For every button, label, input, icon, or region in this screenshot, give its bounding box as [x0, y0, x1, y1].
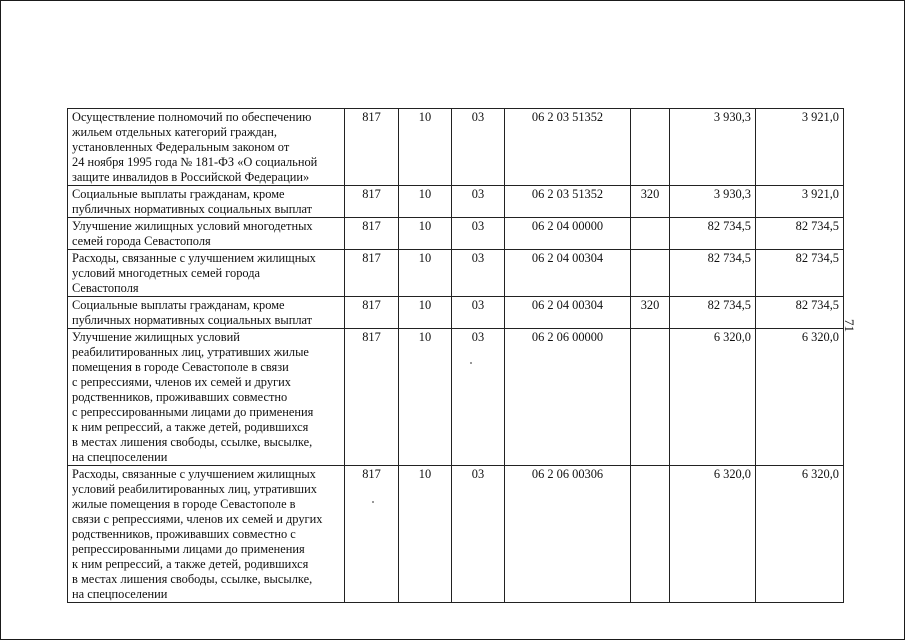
description-line: родственников, проживавших совместно с: [72, 527, 296, 541]
description-line: в местах лишения свободы, ссылке, высылке,: [72, 435, 313, 449]
table-row: [68, 218, 844, 250]
cell-target-item: 06 2 03 51352: [505, 109, 631, 186]
cell-section: 10: [399, 109, 452, 186]
cell-section: 10: [399, 297, 452, 329]
table-body: [68, 109, 844, 603]
description-line: условий многодетных семей города: [72, 266, 261, 280]
table-row: [68, 466, 844, 603]
description-line: родственников, проживавших совместно: [72, 390, 288, 404]
cell-section: 10: [399, 186, 452, 218]
cell-amount-1: 6 320,0: [670, 329, 756, 466]
cell-description: [68, 250, 345, 297]
cell-expense-type: [631, 329, 670, 466]
cell-amount-1: 82 734,5: [670, 218, 756, 250]
table-row: [68, 186, 844, 218]
description-line: жилые помещения в городе Севастополе в: [72, 497, 296, 511]
description-line: Социальные выплаты гражданам, кроме: [72, 298, 285, 312]
description-line: помещения в городе Севастополе в связи: [72, 360, 289, 374]
cell-amount-2: 82 734,5: [756, 297, 844, 329]
cell-amount-2: 82 734,5: [756, 218, 844, 250]
cell-expense-type: [631, 466, 670, 603]
description-line: публичных нормативных социальных выплат: [72, 313, 313, 327]
cell-amount-2: 6 320,0: [756, 466, 844, 603]
table-row: [68, 109, 844, 186]
cell-section: 10: [399, 466, 452, 603]
description-line: с репрессированными лицами до применения: [72, 405, 314, 419]
cell-ministry-code: 817: [345, 297, 399, 329]
cell-subsection: 03: [452, 250, 505, 297]
cell-expense-type: 320: [631, 297, 670, 329]
cell-section: 10: [399, 329, 452, 466]
table-row: [68, 250, 844, 297]
cell-ministry-code: 817: [345, 466, 399, 603]
cell-description: [68, 297, 345, 329]
description-line: на спецпоселении: [72, 587, 168, 601]
budget-table: [67, 108, 844, 603]
cell-target-item: 06 2 04 00304: [505, 250, 631, 297]
cell-section: 10: [399, 250, 452, 297]
table-row: [68, 329, 844, 466]
cell-ministry-code: 817: [345, 329, 399, 466]
cell-description: [68, 218, 345, 250]
description-line: связи с репрессиями, членов их семей и других: [72, 512, 323, 526]
cell-target-item: 06 2 04 00304: [505, 297, 631, 329]
description-line: Расходы, связанные с улучшением жилищных: [72, 467, 316, 481]
cell-target-item: 06 2 03 51352: [505, 186, 631, 218]
cell-amount-2: 3 921,0: [756, 186, 844, 218]
cell-subsection: 03: [452, 186, 505, 218]
cell-amount-1: 82 734,5: [670, 297, 756, 329]
scan-speck: [470, 362, 472, 364]
cell-description: [68, 186, 345, 218]
description-line: к ним репрессий, а также детей, родившихся: [72, 420, 309, 434]
table-row: [68, 297, 844, 329]
description-line: условий реабилитированных лиц, утративших: [72, 482, 317, 496]
description-line: репрессированными лицами до применения: [72, 542, 305, 556]
description-line: в местах лишения свободы, ссылке, высылке,: [72, 572, 313, 586]
cell-subsection: 03: [452, 218, 505, 250]
cell-description: [68, 329, 345, 466]
cell-amount-1: 6 320,0: [670, 466, 756, 603]
description-line: Расходы, связанные с улучшением жилищных: [72, 251, 316, 265]
cell-subsection: 03: [452, 466, 505, 603]
description-line: семей города Севастополя: [72, 234, 211, 248]
cell-ministry-code: 817: [345, 186, 399, 218]
cell-subsection: 03: [452, 297, 505, 329]
cell-expense-type: 320: [631, 186, 670, 218]
cell-description: [68, 466, 345, 603]
description-line: на спецпоселении: [72, 450, 168, 464]
cell-amount-2: 3 921,0: [756, 109, 844, 186]
cell-description: [68, 109, 345, 186]
description-line: к ним репрессий, а также детей, родившихся: [72, 557, 309, 571]
cell-ministry-code: 817: [345, 218, 399, 250]
cell-subsection: 03: [452, 329, 505, 466]
cell-ministry-code: 817: [345, 109, 399, 186]
cell-target-item: 06 2 06 00000: [505, 329, 631, 466]
cell-amount-2: 6 320,0: [756, 329, 844, 466]
description-line: Севастополя: [72, 281, 139, 295]
cell-expense-type: [631, 109, 670, 186]
page-number: 71: [842, 319, 857, 332]
cell-section: 10: [399, 218, 452, 250]
description-line: жильем отдельных категорий граждан,: [72, 125, 277, 139]
description-line: Улучшение жилищных условий многодетных: [72, 219, 313, 233]
description-line: публичных нормативных социальных выплат: [72, 202, 313, 216]
description-line: Социальные выплаты гражданам, кроме: [72, 187, 285, 201]
cell-target-item: 06 2 04 00000: [505, 218, 631, 250]
description-line: с репрессиями, членов их семей и других: [72, 375, 291, 389]
description-line: Улучшение жилищных условий: [72, 330, 240, 344]
description-line: 24 ноября 1995 года № 181-ФЗ «О социальной: [72, 155, 318, 169]
cell-expense-type: [631, 218, 670, 250]
cell-amount-1: 3 930,3: [670, 109, 756, 186]
description-line: защите инвалидов в Российской Федерации»: [72, 170, 310, 184]
description-line: установленных Федеральным законом от: [72, 140, 290, 154]
scan-speck: [372, 501, 374, 503]
description-line: Осуществление полномочий по обеспечению: [72, 110, 312, 124]
cell-expense-type: [631, 250, 670, 297]
cell-ministry-code: 817: [345, 250, 399, 297]
cell-target-item: 06 2 06 00306: [505, 466, 631, 603]
cell-subsection: 03: [452, 109, 505, 186]
cell-amount-2: 82 734,5: [756, 250, 844, 297]
cell-amount-1: 3 930,3: [670, 186, 756, 218]
cell-amount-1: 82 734,5: [670, 250, 756, 297]
description-line: реабилитированных лиц, утративших жилые: [72, 345, 309, 359]
